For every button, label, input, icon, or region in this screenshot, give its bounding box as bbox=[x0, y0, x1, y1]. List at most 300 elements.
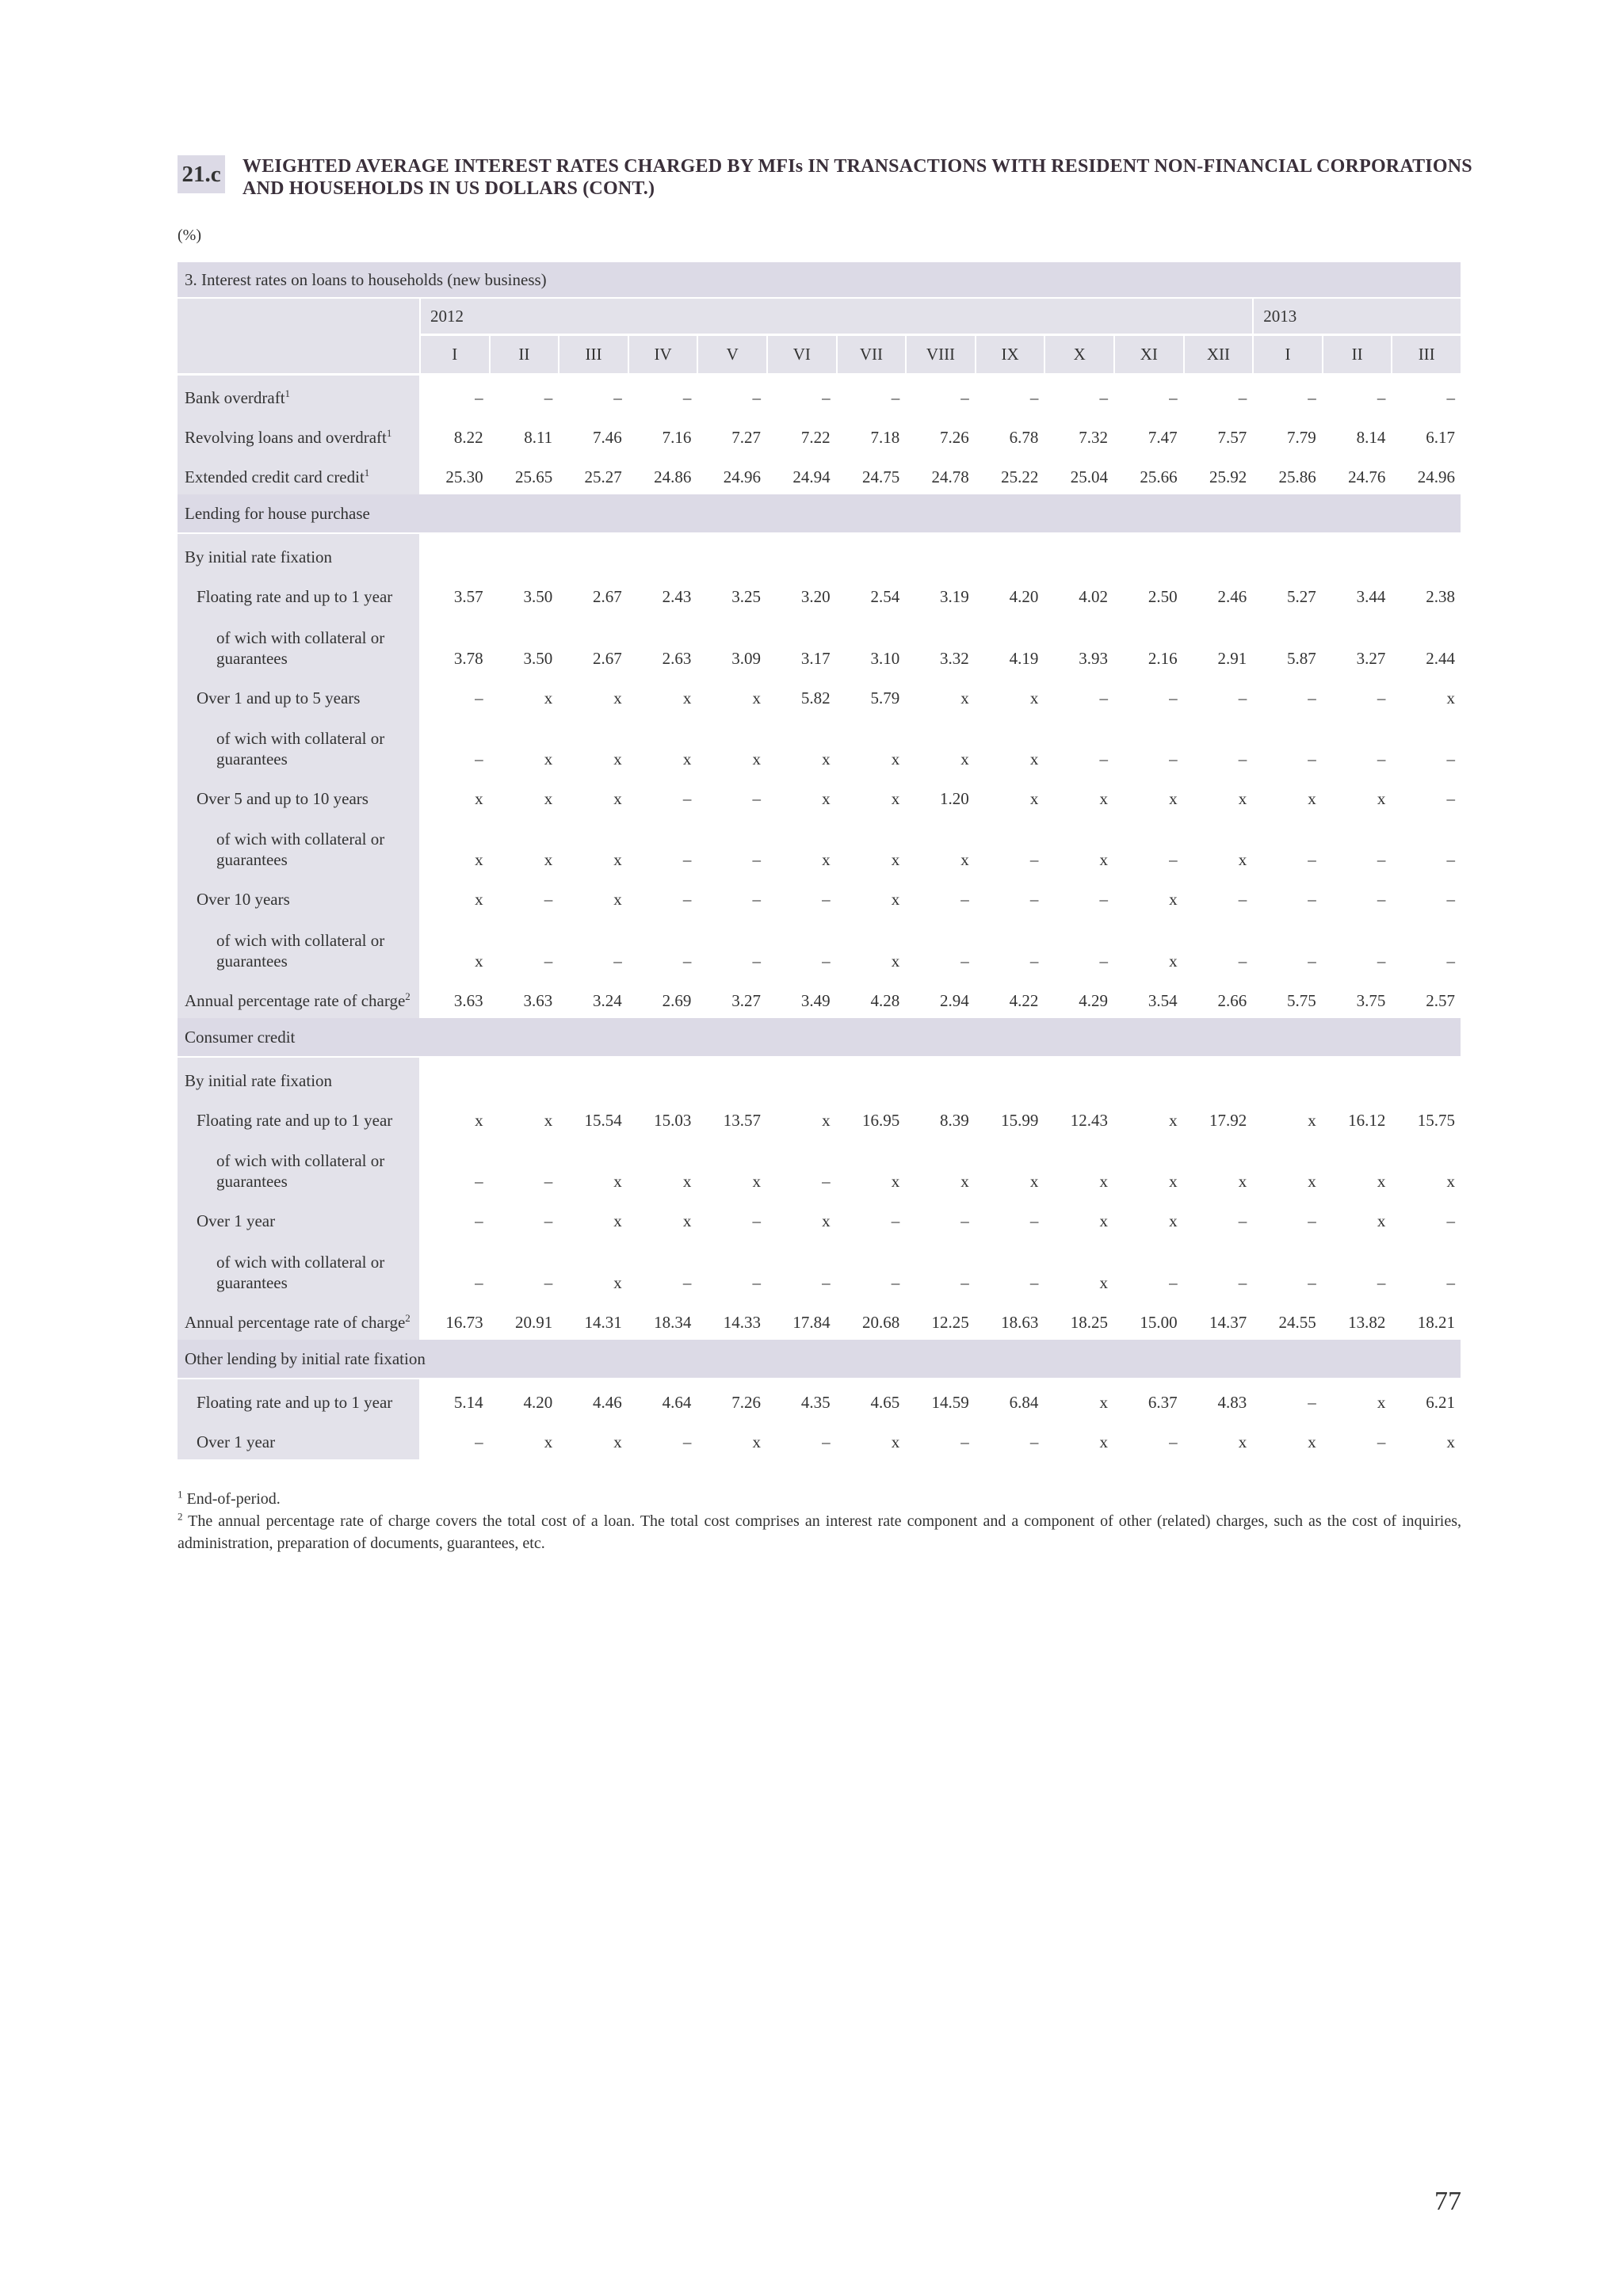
table-cell: 12.43 bbox=[1070, 1111, 1108, 1130]
month-header-row bbox=[178, 336, 1461, 376]
table-cell: x bbox=[960, 1172, 969, 1191]
table-cell: – bbox=[1308, 952, 1316, 971]
month-header: VII bbox=[838, 336, 906, 373]
footnote-ref: 1 bbox=[364, 467, 370, 479]
table-cell: 2.44 bbox=[1426, 649, 1455, 668]
table-cell: x bbox=[822, 789, 831, 808]
table-cell: 4.29 bbox=[1079, 991, 1108, 1010]
table-cell bbox=[421, 1058, 489, 1098]
table-cell bbox=[1323, 534, 1392, 574]
section-label: Consumer credit bbox=[178, 1018, 1461, 1056]
footnote-ref: 2 bbox=[405, 990, 411, 1002]
table-cell: 4.64 bbox=[662, 1393, 692, 1412]
table-cell: – bbox=[1099, 749, 1108, 769]
table-cell: – bbox=[1377, 749, 1386, 769]
row-label bbox=[178, 1420, 419, 1459]
table-cell: – bbox=[1377, 952, 1386, 971]
row-label-text: By initial rate fixation bbox=[185, 547, 333, 566]
table-cell: 8.14 bbox=[1356, 428, 1386, 447]
table-cell: – bbox=[1238, 749, 1247, 769]
table-cell: x bbox=[613, 1273, 622, 1292]
month-header: I bbox=[1254, 336, 1322, 373]
table-cell: 13.57 bbox=[723, 1111, 761, 1130]
month-header: III bbox=[1392, 336, 1461, 373]
table-row bbox=[178, 715, 1461, 776]
table-cell: x bbox=[1029, 688, 1039, 707]
row-label-text: of wich with collateral or guarantees bbox=[216, 729, 385, 769]
table-cell: 15.54 bbox=[584, 1111, 622, 1130]
table-cell: x bbox=[544, 789, 553, 808]
table-cell: – bbox=[544, 1273, 553, 1292]
table-cell: – bbox=[475, 749, 483, 769]
table-cell: 2.16 bbox=[1148, 649, 1178, 668]
footnote-ref: 1 bbox=[386, 427, 392, 439]
month-header: I bbox=[421, 336, 489, 373]
table-cell: 18.34 bbox=[654, 1313, 692, 1332]
row-label bbox=[178, 534, 419, 574]
table-cell bbox=[559, 1058, 628, 1098]
table-cell: x bbox=[1308, 789, 1316, 808]
table-cell: 7.16 bbox=[662, 428, 692, 447]
row-label bbox=[178, 816, 419, 877]
table-cell: x bbox=[960, 749, 969, 769]
table-cell: x bbox=[891, 1172, 900, 1191]
table-cell: 2.57 bbox=[1426, 991, 1455, 1010]
row-label-text: Annual percentage rate of charge$^2$ bbox=[185, 1312, 411, 1332]
table-cell: – bbox=[544, 890, 553, 909]
table-cell: 4.19 bbox=[1009, 649, 1039, 668]
table-cell: 4.83 bbox=[1217, 1393, 1247, 1412]
table-row bbox=[178, 376, 1461, 415]
table-cell: – bbox=[1029, 952, 1039, 971]
table-cell: 2.50 bbox=[1148, 587, 1178, 606]
row-label-text: Revolving loans and overdraft$^1$ bbox=[185, 427, 392, 447]
table-cell: 25.30 bbox=[445, 467, 483, 486]
table-cell: 18.25 bbox=[1070, 1313, 1108, 1332]
table-cell: 2.54 bbox=[870, 587, 900, 606]
table-cell: – bbox=[1029, 1211, 1039, 1230]
table-cell: 2.43 bbox=[662, 587, 692, 606]
month-header: III bbox=[559, 336, 628, 373]
table-cell: 3.63 bbox=[453, 991, 483, 1010]
table-cell: – bbox=[1308, 749, 1316, 769]
table-cell: – bbox=[682, 890, 692, 909]
table-cell: – bbox=[752, 789, 761, 808]
row-label-text: of wich with collateral or guarantees bbox=[216, 830, 385, 869]
table-cell bbox=[1392, 534, 1461, 574]
table-cell: – bbox=[613, 388, 622, 407]
table-cell: 2.67 bbox=[593, 649, 622, 668]
section-label: Other lending by initial rate fixation bbox=[178, 1340, 1461, 1378]
table-cell: – bbox=[1238, 688, 1247, 707]
table-cell: – bbox=[1169, 388, 1178, 407]
table-cell: – bbox=[1377, 850, 1386, 869]
table-cell bbox=[1254, 534, 1322, 574]
table-cell: 4.28 bbox=[870, 991, 900, 1010]
table-cell bbox=[1392, 1058, 1461, 1098]
table-cell: – bbox=[1446, 1211, 1455, 1230]
table-cell: 7.22 bbox=[800, 428, 831, 447]
table-cell: 4.35 bbox=[800, 1393, 831, 1412]
table-cell: – bbox=[475, 1432, 483, 1451]
table-cell: – bbox=[1308, 890, 1316, 909]
table-cell bbox=[1045, 534, 1113, 574]
table-cell: x bbox=[1377, 1172, 1386, 1191]
table-cell bbox=[559, 534, 628, 574]
table-cell: x bbox=[1238, 789, 1247, 808]
row-label bbox=[178, 614, 419, 676]
table-cell: 5.14 bbox=[453, 1393, 483, 1412]
table-cell: x bbox=[1099, 1211, 1108, 1230]
table-cell: x bbox=[822, 1211, 831, 1230]
table-cell: 4.20 bbox=[1009, 587, 1039, 606]
section-row bbox=[178, 1340, 1461, 1379]
table-number: 21.c bbox=[178, 155, 225, 193]
table-row bbox=[178, 1420, 1461, 1459]
table-cell: 3.93 bbox=[1079, 649, 1108, 668]
footnote-ref: 1 bbox=[285, 387, 291, 399]
table-cell: – bbox=[1169, 749, 1178, 769]
table-cell: x bbox=[1169, 952, 1178, 971]
row-label bbox=[178, 574, 419, 614]
table-cell: 2.63 bbox=[662, 649, 692, 668]
table-cell: x bbox=[960, 850, 969, 869]
table-cell: 3.20 bbox=[800, 587, 831, 606]
table-cell: x bbox=[613, 1172, 622, 1191]
table-cell: 24.75 bbox=[861, 467, 900, 486]
table-row bbox=[178, 1199, 1461, 1238]
table-cell: x bbox=[613, 688, 622, 707]
table-cell: x bbox=[1099, 1393, 1108, 1412]
table-cell: 7.27 bbox=[731, 428, 761, 447]
table-row bbox=[178, 917, 1461, 978]
table-row bbox=[178, 1300, 1461, 1340]
table-cell bbox=[1115, 534, 1183, 574]
table-cell: – bbox=[960, 1432, 969, 1451]
table-cell: x bbox=[544, 1111, 553, 1130]
table-cell: 2.66 bbox=[1217, 991, 1247, 1010]
row-label-text: By initial rate fixation bbox=[185, 1071, 333, 1090]
table-cell: – bbox=[475, 388, 483, 407]
table-cell: x bbox=[1099, 1432, 1108, 1451]
table-cell: – bbox=[682, 952, 692, 971]
table-cell: – bbox=[1377, 890, 1386, 909]
table-cell: x bbox=[1029, 789, 1039, 808]
table-cell: 7.79 bbox=[1287, 428, 1316, 447]
row-label bbox=[178, 917, 419, 978]
row-label-text: Annual percentage rate of charge$^2$ bbox=[185, 990, 411, 1010]
footnote-number: 2 bbox=[178, 1510, 183, 1523]
table-cell: – bbox=[544, 388, 553, 407]
table-cell: – bbox=[752, 1273, 761, 1292]
table-cell: x bbox=[1238, 850, 1247, 869]
table-cell: – bbox=[1169, 688, 1178, 707]
table-cell: x bbox=[891, 789, 900, 808]
row-label-text: Floating rate and up to 1 year bbox=[197, 1393, 393, 1412]
row-label bbox=[178, 776, 419, 816]
table-cell: 5.79 bbox=[870, 688, 900, 707]
table-cell: 2.38 bbox=[1426, 587, 1455, 606]
table-cell: x bbox=[752, 688, 761, 707]
table-cell: 25.92 bbox=[1209, 467, 1247, 486]
table-cell: x bbox=[1099, 850, 1108, 869]
table-cell: x bbox=[1446, 1172, 1455, 1191]
table-cell: 24.76 bbox=[1348, 467, 1386, 486]
table-cell: x bbox=[475, 890, 483, 909]
table-cell: – bbox=[1308, 688, 1316, 707]
table-cell: 7.26 bbox=[940, 428, 969, 447]
table-cell: 4.20 bbox=[523, 1393, 553, 1412]
table-cell: 16.73 bbox=[445, 1313, 483, 1332]
table-cell bbox=[976, 534, 1044, 574]
table-cell: x bbox=[1169, 1172, 1178, 1191]
table-cell: 7.26 bbox=[731, 1393, 761, 1412]
row-label bbox=[178, 455, 419, 494]
table-cell: 3.44 bbox=[1356, 587, 1386, 606]
table-cell: 7.46 bbox=[593, 428, 622, 447]
table-cell: – bbox=[1446, 1273, 1455, 1292]
table-cell: x bbox=[752, 1432, 761, 1451]
table-cell: 24.96 bbox=[723, 467, 761, 486]
table-cell: x bbox=[613, 1432, 622, 1451]
year-header: 2013 bbox=[1254, 299, 1461, 334]
table-cell: 24.94 bbox=[792, 467, 831, 486]
table-cell: x bbox=[891, 890, 900, 909]
table-cell: 24.96 bbox=[1417, 467, 1455, 486]
table-cell bbox=[629, 534, 697, 574]
table-cell: – bbox=[613, 952, 622, 971]
table-cell: 18.21 bbox=[1417, 1313, 1455, 1332]
month-header: VIII bbox=[907, 336, 975, 373]
table-cell: – bbox=[475, 688, 483, 707]
table-row bbox=[178, 614, 1461, 676]
table-cell: – bbox=[822, 1273, 831, 1292]
table-row bbox=[178, 455, 1461, 494]
table-cell: – bbox=[1308, 1393, 1316, 1412]
table-cell: 24.86 bbox=[654, 467, 692, 486]
table-cell: 14.33 bbox=[723, 1313, 761, 1332]
table-cell: x bbox=[475, 850, 483, 869]
table-cell: x bbox=[891, 749, 900, 769]
table-cell: 25.66 bbox=[1140, 467, 1178, 486]
row-label bbox=[178, 415, 419, 455]
table-cell: x bbox=[1169, 1111, 1178, 1130]
table-cell: 14.31 bbox=[584, 1313, 622, 1332]
table-cell: x bbox=[891, 1432, 900, 1451]
table-cell bbox=[907, 534, 975, 574]
table-cell: – bbox=[960, 388, 969, 407]
table-cell: – bbox=[960, 952, 969, 971]
table-cell: 16.95 bbox=[861, 1111, 900, 1130]
section-title-row bbox=[178, 262, 1461, 299]
footnote bbox=[178, 1510, 1461, 1554]
month-header: V bbox=[698, 336, 766, 373]
table-cell: 25.22 bbox=[1001, 467, 1039, 486]
row-label bbox=[178, 1058, 419, 1098]
row-label-text: of wich with collateral or guarantees bbox=[216, 628, 385, 668]
section-row bbox=[178, 494, 1461, 534]
table-cell: – bbox=[1099, 388, 1108, 407]
table-cell bbox=[838, 1058, 906, 1098]
month-header: II bbox=[1323, 336, 1392, 373]
table-row bbox=[178, 1138, 1461, 1199]
table-cell: 3.32 bbox=[940, 649, 969, 668]
table-cell: – bbox=[1099, 688, 1108, 707]
table-cell: – bbox=[1446, 890, 1455, 909]
table-cell: – bbox=[1169, 850, 1178, 869]
table-cell: – bbox=[752, 850, 761, 869]
table-cell: 25.27 bbox=[584, 467, 622, 486]
table-cell: – bbox=[1029, 850, 1039, 869]
section-title: 3. Interest rates on loans to households (new business) bbox=[178, 262, 1461, 297]
table-cell: – bbox=[960, 1273, 969, 1292]
table-cell: x bbox=[1099, 1172, 1108, 1191]
table-row bbox=[178, 877, 1461, 917]
table-cell: 2.67 bbox=[593, 587, 622, 606]
table-cell: 4.46 bbox=[593, 1393, 622, 1412]
table-cell: 5.82 bbox=[800, 688, 831, 707]
table-row bbox=[178, 978, 1461, 1018]
table-cell: – bbox=[1308, 1211, 1316, 1230]
row-label-text: Floating rate and up to 1 year bbox=[197, 1111, 393, 1130]
table-cell: x bbox=[822, 749, 831, 769]
table-cell: 15.75 bbox=[1417, 1111, 1455, 1130]
year-header: 2012 bbox=[421, 299, 1252, 334]
unit-label: (%) bbox=[178, 227, 201, 244]
row-label bbox=[178, 715, 419, 776]
table-cell: – bbox=[752, 1211, 761, 1230]
table-cell: – bbox=[891, 388, 900, 407]
table-cell: – bbox=[544, 1211, 553, 1230]
table-cell: 4.02 bbox=[1079, 587, 1108, 606]
table-cell: 18.63 bbox=[1001, 1313, 1039, 1332]
table-cell: x bbox=[1377, 1211, 1386, 1230]
table-cell: x bbox=[1446, 1432, 1455, 1451]
row-label-text: of wich with collateral or guarantees bbox=[216, 1151, 385, 1191]
table-cell: – bbox=[1099, 890, 1108, 909]
table-cell: – bbox=[682, 850, 692, 869]
table-cell bbox=[698, 1058, 766, 1098]
table-cell: 3.78 bbox=[453, 649, 483, 668]
table-cell: 3.09 bbox=[731, 649, 761, 668]
table-cell: – bbox=[1099, 952, 1108, 971]
row-label bbox=[178, 1098, 419, 1138]
table-cell bbox=[768, 534, 836, 574]
table-cell: 6.17 bbox=[1426, 428, 1455, 447]
table-cell: 3.50 bbox=[523, 587, 553, 606]
month-header: II bbox=[491, 336, 559, 373]
table-cell: 8.39 bbox=[940, 1111, 969, 1130]
table-cell: 3.54 bbox=[1148, 991, 1178, 1010]
table-row bbox=[178, 1379, 1461, 1420]
section-row bbox=[178, 1018, 1461, 1058]
table-cell: – bbox=[1029, 388, 1039, 407]
table-cell: x bbox=[544, 850, 553, 869]
row-label bbox=[178, 1300, 419, 1340]
table-cell: 25.04 bbox=[1070, 467, 1108, 486]
table-row bbox=[178, 415, 1461, 455]
table-cell: – bbox=[475, 1273, 483, 1292]
row-label-text: Over 10 years bbox=[197, 890, 290, 909]
footnote-text: End-of-period. bbox=[182, 1490, 281, 1508]
table-cell: x bbox=[1308, 1111, 1316, 1130]
table-cell: 2.94 bbox=[940, 991, 969, 1010]
table-cell: – bbox=[475, 1211, 483, 1230]
table-cell: x bbox=[1238, 1432, 1247, 1451]
table-cell: – bbox=[1446, 850, 1455, 869]
table-cell: 14.59 bbox=[931, 1393, 969, 1412]
table-cell: 12.25 bbox=[931, 1313, 969, 1332]
table-cell: 2.46 bbox=[1217, 587, 1247, 606]
table-cell: 7.57 bbox=[1217, 428, 1247, 447]
table-cell: 20.68 bbox=[861, 1313, 900, 1332]
table-cell: – bbox=[1446, 388, 1455, 407]
section-label: Lending for house purchase bbox=[178, 494, 1461, 532]
table-cell: 3.19 bbox=[940, 587, 969, 606]
row-label-text: of wich with collateral or guarantees bbox=[216, 931, 385, 971]
table-cell: x bbox=[475, 952, 483, 971]
table-cell: 3.63 bbox=[523, 991, 553, 1010]
interest-rate-table bbox=[178, 262, 1461, 1459]
table-cell: 17.92 bbox=[1209, 1111, 1247, 1130]
table-cell: x bbox=[1446, 688, 1455, 707]
row-label-text: Floating rate and up to 1 year bbox=[197, 587, 393, 606]
table-cell: 5.27 bbox=[1287, 587, 1316, 606]
row-label-text: Over 1 year bbox=[197, 1432, 276, 1451]
table-cell: – bbox=[1446, 749, 1455, 769]
table-cell bbox=[1254, 1058, 1322, 1098]
footnote-number: 1 bbox=[178, 1488, 183, 1501]
table-cell: x bbox=[682, 749, 692, 769]
table-cell bbox=[629, 1058, 697, 1098]
table-cell: – bbox=[1308, 388, 1316, 407]
table-cell: 3.27 bbox=[731, 991, 761, 1010]
table-cell: 8.22 bbox=[453, 428, 483, 447]
table-cell: – bbox=[1377, 388, 1386, 407]
table-cell: – bbox=[822, 952, 831, 971]
table-cell: 3.75 bbox=[1356, 991, 1386, 1010]
row-label-text: Extended credit card credit$^1$ bbox=[185, 467, 370, 486]
table-cell: – bbox=[752, 890, 761, 909]
table-cell: – bbox=[891, 1273, 900, 1292]
table-cell: – bbox=[544, 1172, 553, 1191]
table-cell: 5.87 bbox=[1287, 649, 1316, 668]
table-cell: 15.99 bbox=[1001, 1111, 1039, 1130]
table-cell: 8.11 bbox=[524, 428, 553, 447]
header-blank bbox=[178, 299, 419, 336]
table-cell: x bbox=[822, 1111, 831, 1130]
table-cell: 3.57 bbox=[453, 587, 483, 606]
month-header: X bbox=[1045, 336, 1113, 373]
table-cell: x bbox=[1308, 1172, 1316, 1191]
table-cell: – bbox=[1377, 688, 1386, 707]
table-cell: 3.50 bbox=[523, 649, 553, 668]
table-row bbox=[178, 1058, 1461, 1098]
table-cell: – bbox=[752, 388, 761, 407]
table-cell: x bbox=[682, 1211, 692, 1230]
table-cell: – bbox=[1029, 1273, 1039, 1292]
table-cell: x bbox=[1099, 789, 1108, 808]
table-cell: – bbox=[1238, 952, 1247, 971]
table-cell: 16.12 bbox=[1348, 1111, 1386, 1130]
table-cell: – bbox=[960, 1211, 969, 1230]
year-header-row bbox=[178, 299, 1461, 336]
table-header bbox=[178, 152, 1472, 200]
table-cell bbox=[1045, 1058, 1113, 1098]
table-cell: – bbox=[752, 952, 761, 971]
table-cell: x bbox=[682, 1172, 692, 1191]
table-cell: 20.91 bbox=[514, 1313, 553, 1332]
